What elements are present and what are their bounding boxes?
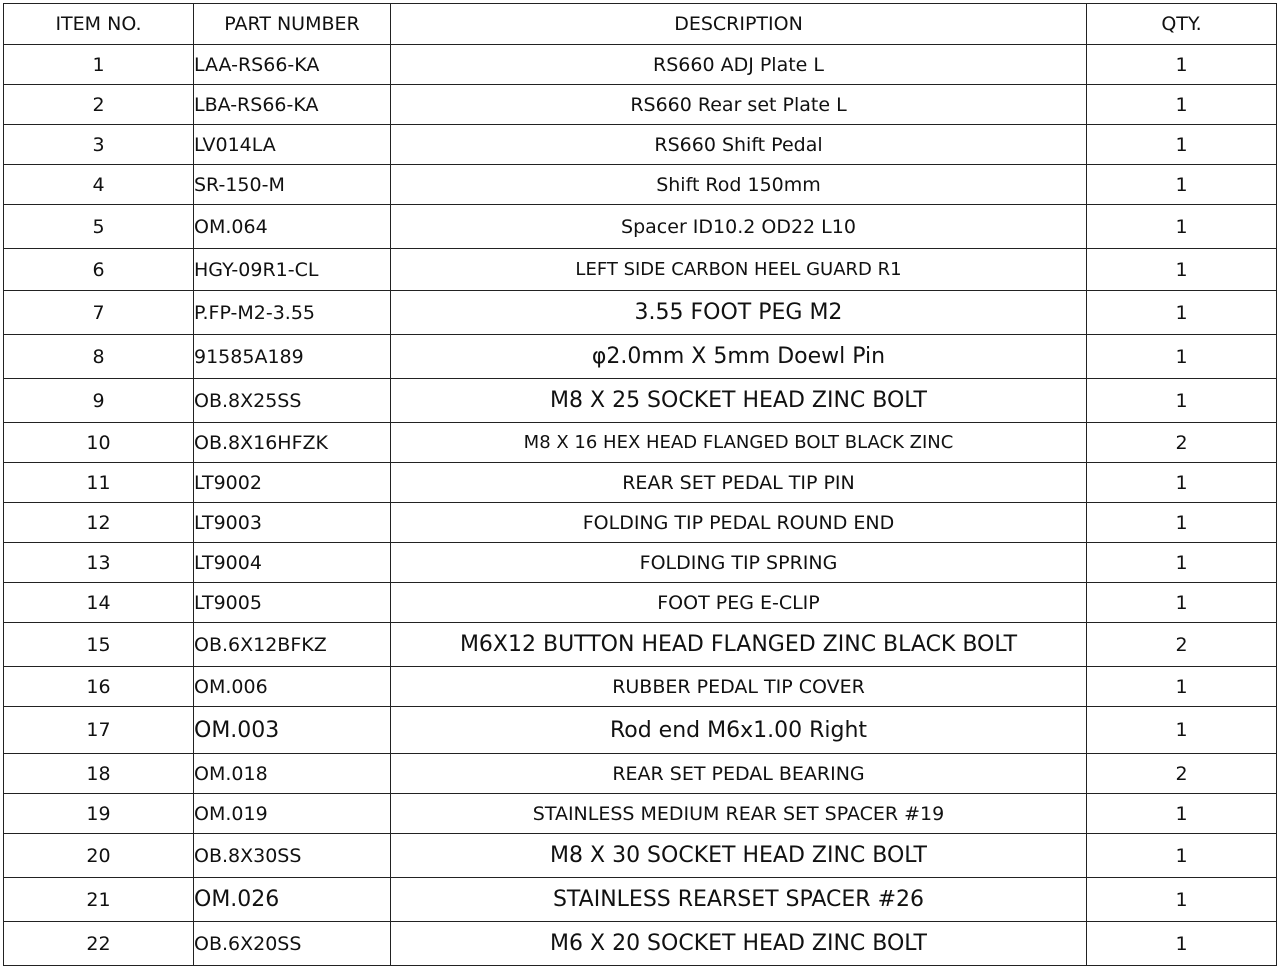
qty-cell: 1 xyxy=(1087,165,1277,205)
description-cell: M6X12 BUTTON HEAD FLANGED ZINC BLACK BOLT xyxy=(391,623,1087,667)
table-row xyxy=(4,623,1277,667)
part-number-cell: OB.8X25SS xyxy=(194,379,391,423)
item-no-cell: 14 xyxy=(4,583,194,623)
bill-of-materials-table xyxy=(3,3,1277,966)
qty-cell: 1 xyxy=(1087,379,1277,423)
item-no-cell: 13 xyxy=(4,543,194,583)
description-cell: M8 X 30 SOCKET HEAD ZINC BOLT xyxy=(391,834,1087,878)
qty-cell: 1 xyxy=(1087,291,1277,335)
qty-cell: 1 xyxy=(1087,878,1277,922)
table-row xyxy=(4,423,1277,463)
item-no-cell: 6 xyxy=(4,249,194,291)
description-cell: FOLDING TIP SPRING xyxy=(391,543,1087,583)
qty-cell: 1 xyxy=(1087,503,1277,543)
item-no-cell: 11 xyxy=(4,463,194,503)
description-cell: REAR SET PEDAL BEARING xyxy=(391,754,1087,794)
table-row xyxy=(4,45,1277,85)
table-row xyxy=(4,291,1277,335)
item-no-cell: 7 xyxy=(4,291,194,335)
part-number-cell: P.FP-M2-3.55 xyxy=(194,291,391,335)
part-number-cell: OM.026 xyxy=(194,878,391,922)
qty-cell: 1 xyxy=(1087,463,1277,503)
part-number-cell: OB.6X20SS xyxy=(194,922,391,966)
table-row xyxy=(4,335,1277,379)
part-number-cell: 91585A189 xyxy=(194,335,391,379)
item-no-cell: 19 xyxy=(4,794,194,834)
qty-cell: 1 xyxy=(1087,543,1277,583)
qty-cell: 1 xyxy=(1087,794,1277,834)
description-cell: STAINLESS MEDIUM REAR SET SPACER #19 xyxy=(391,794,1087,834)
part-number-cell: LT9005 xyxy=(194,583,391,623)
item-no-cell: 15 xyxy=(4,623,194,667)
table-row xyxy=(4,249,1277,291)
table-row xyxy=(4,503,1277,543)
qty-cell: 1 xyxy=(1087,922,1277,966)
qty-cell: 1 xyxy=(1087,85,1277,125)
header-part-number: PART NUMBER xyxy=(194,4,391,45)
item-no-cell: 5 xyxy=(4,205,194,249)
item-no-cell: 10 xyxy=(4,423,194,463)
qty-cell: 1 xyxy=(1087,707,1277,754)
item-no-cell: 20 xyxy=(4,834,194,878)
item-no-cell: 16 xyxy=(4,667,194,707)
qty-cell: 1 xyxy=(1087,667,1277,707)
part-number-cell: OB.8X16HFZK xyxy=(194,423,391,463)
description-cell: FOOT PEG E-CLIP xyxy=(391,583,1087,623)
qty-cell: 2 xyxy=(1087,423,1277,463)
table-row xyxy=(4,205,1277,249)
header-qty: QTY. xyxy=(1087,4,1277,45)
qty-cell: 1 xyxy=(1087,834,1277,878)
item-no-cell: 2 xyxy=(4,85,194,125)
part-number-cell: OM.019 xyxy=(194,794,391,834)
header-description: DESCRIPTION xyxy=(391,4,1087,45)
qty-cell: 2 xyxy=(1087,754,1277,794)
qty-cell: 1 xyxy=(1087,125,1277,165)
table-row xyxy=(4,165,1277,205)
part-number-cell: HGY-09R1-CL xyxy=(194,249,391,291)
description-cell: FOLDING TIP PEDAL ROUND END xyxy=(391,503,1087,543)
part-number-cell: OM.064 xyxy=(194,205,391,249)
item-no-cell: 8 xyxy=(4,335,194,379)
qty-cell: 1 xyxy=(1087,249,1277,291)
part-number-cell: LV014LA xyxy=(194,125,391,165)
description-cell: M8 X 25 SOCKET HEAD ZINC BOLT xyxy=(391,379,1087,423)
part-number-cell: LT9002 xyxy=(194,463,391,503)
item-no-cell: 22 xyxy=(4,922,194,966)
qty-cell: 1 xyxy=(1087,583,1277,623)
description-cell: Rod end M6x1.00 Right xyxy=(391,707,1087,754)
table-row xyxy=(4,583,1277,623)
table-row xyxy=(4,878,1277,922)
header-row xyxy=(4,4,1277,45)
header-item-no: ITEM NO. xyxy=(4,4,194,45)
table-row xyxy=(4,379,1277,423)
part-number-cell: SR-150-M xyxy=(194,165,391,205)
description-cell: 3.55 FOOT PEG M2 xyxy=(391,291,1087,335)
part-number-cell: OM.006 xyxy=(194,667,391,707)
qty-cell: 1 xyxy=(1087,205,1277,249)
item-no-cell: 18 xyxy=(4,754,194,794)
description-cell: RS660 Rear set Plate L xyxy=(391,85,1087,125)
item-no-cell: 21 xyxy=(4,878,194,922)
description-cell: M6 X 20 SOCKET HEAD ZINC BOLT xyxy=(391,922,1087,966)
table-row xyxy=(4,794,1277,834)
table-row xyxy=(4,754,1277,794)
table-row xyxy=(4,85,1277,125)
description-cell: Shift Rod 150mm xyxy=(391,165,1087,205)
description-cell: RS660 ADJ Plate L xyxy=(391,45,1087,85)
table-row xyxy=(4,707,1277,754)
qty-cell: 1 xyxy=(1087,45,1277,85)
qty-cell: 2 xyxy=(1087,623,1277,667)
part-number-cell: OM.003 xyxy=(194,707,391,754)
description-cell: LEFT SIDE CARBON HEEL GUARD R1 xyxy=(391,249,1087,291)
part-number-cell: LT9003 xyxy=(194,503,391,543)
description-cell: STAINLESS REARSET SPACER #26 xyxy=(391,878,1087,922)
part-number-cell: LAA-RS66-KA xyxy=(194,45,391,85)
table-row xyxy=(4,667,1277,707)
part-number-cell: LT9004 xyxy=(194,543,391,583)
part-number-cell: OM.018 xyxy=(194,754,391,794)
item-no-cell: 12 xyxy=(4,503,194,543)
table-row xyxy=(4,125,1277,165)
item-no-cell: 17 xyxy=(4,707,194,754)
description-cell: RUBBER PEDAL TIP COVER xyxy=(391,667,1087,707)
description-cell: RS660 Shift Pedal xyxy=(391,125,1087,165)
item-no-cell: 1 xyxy=(4,45,194,85)
part-number-cell: LBA-RS66-KA xyxy=(194,85,391,125)
part-number-cell: OB.6X12BFKZ xyxy=(194,623,391,667)
description-cell: REAR SET PEDAL TIP PIN xyxy=(391,463,1087,503)
description-cell: Spacer ID10.2 OD22 L10 xyxy=(391,205,1087,249)
item-no-cell: 9 xyxy=(4,379,194,423)
item-no-cell: 3 xyxy=(4,125,194,165)
table-row xyxy=(4,543,1277,583)
item-no-cell: 4 xyxy=(4,165,194,205)
table-row xyxy=(4,463,1277,503)
qty-cell: 1 xyxy=(1087,335,1277,379)
description-cell: M8 X 16 HEX HEAD FLANGED BOLT BLACK ZINC xyxy=(391,423,1087,463)
part-number-cell: OB.8X30SS xyxy=(194,834,391,878)
table-row xyxy=(4,834,1277,878)
table-row xyxy=(4,922,1277,966)
description-cell: φ2.0mm X 5mm Doewl Pin xyxy=(391,335,1087,379)
